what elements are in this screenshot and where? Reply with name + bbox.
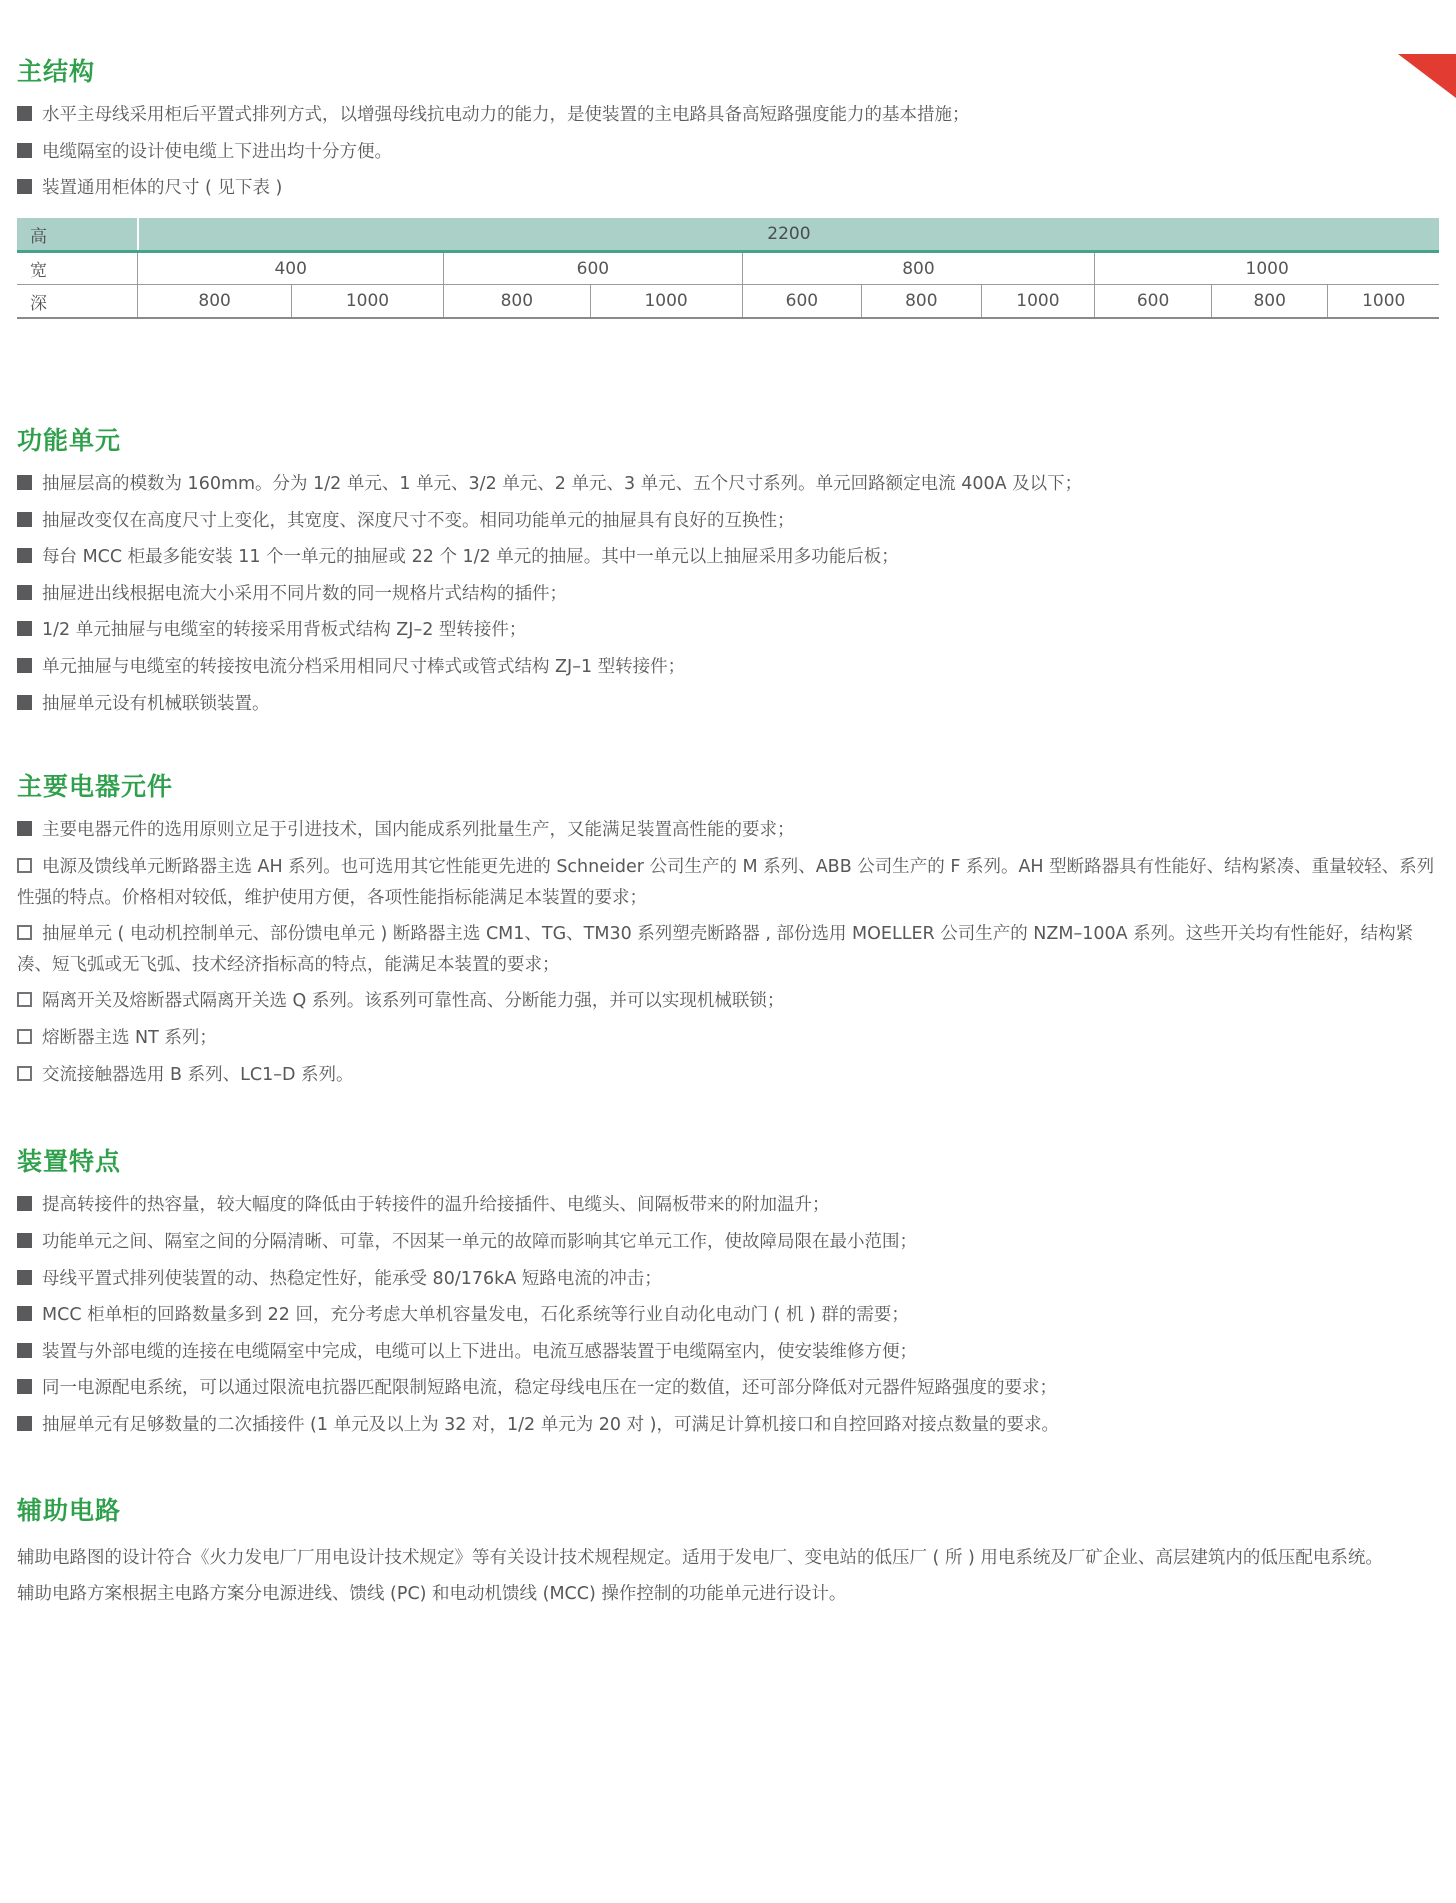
width-value-cell: 800 (742, 252, 1095, 285)
filled-square-bullet-icon (17, 548, 32, 563)
bullet-text: MCC 柜单柜的回路数量多到 22 回，充分考虑大单机容量发电，石化系统等行业自动化电动门 ( 机 ) 群的需要； (42, 1305, 909, 1326)
bullet-item (17, 986, 1439, 1017)
bullet-text: 同一电源配电系统，可以通过限流电抗器匹配限制短路电流，稳定母线电压在一定的数值，还可部分降低对元器件短路强度的要求； (42, 1378, 1057, 1399)
bullet-item (17, 137, 1439, 168)
bullet-text: 抽屉单元有足够数量的二次插接件 (1 单元及以上为 32 对，1/2 单元为 20 对 )，可满足计算机接口和自控回路对接点数量的要求。 (42, 1415, 1059, 1435)
section-title-functional-units: 功能单元 (17, 425, 122, 455)
outline-square-bullet-icon (17, 858, 32, 873)
filled-square-bullet-icon (17, 1196, 32, 1211)
width-value-cell: 400 (138, 252, 444, 285)
outline-square-bullet-icon (17, 992, 32, 1007)
depth-value-cell: 1000 (590, 285, 742, 318)
bullet-text: 功能单元之间、隔室之间的分隔清晰、可靠，不因某一单元的故障而影响其它单元工作，使故障局限在最小范围； (42, 1231, 917, 1252)
filled-square-bullet-icon (17, 475, 32, 490)
bullet-text: 水平主母线采用柜后平置式排列方式，以增强母线抗电动力的能力，是使装置的主电路具备高短路强度能力的基本措施； (42, 105, 970, 125)
bullet-item (17, 1337, 1439, 1368)
table-row-width (17, 252, 1439, 285)
height-label-cell: 高 (17, 218, 138, 252)
filled-square-bullet-icon (17, 179, 32, 194)
depth-value-cell: 1000 (291, 285, 443, 318)
paragraph: 辅助电路方案根据主电路方案分电源进线、馈线 (PC) 和电动机馈线 (MCC) 操作控制的功能单元进行设计。 (17, 1584, 847, 1605)
outline-square-bullet-icon (17, 1066, 32, 1081)
dimension-table (17, 218, 1439, 319)
bullet-text: 抽屉单元设有机械联锁装置。 (42, 693, 270, 714)
width-value-cell: 1000 (1095, 252, 1439, 285)
bullet-item (17, 919, 1439, 980)
width-value-cell: 600 (444, 252, 743, 285)
filled-square-bullet-icon (17, 1233, 32, 1248)
bullet-item (17, 1410, 1439, 1441)
main-components-bullets (17, 815, 1439, 1090)
bullet-text: 单元抽屉与电缆室的转接按电流分档采用相同尺寸棒式或管式结构 ZJ–1 型转接件； (42, 657, 686, 677)
device-features-bullets (17, 1190, 1439, 1440)
filled-square-bullet-icon (17, 1343, 32, 1358)
bullet-text: 抽屉单元 ( 电动机控制单元、部份馈电单元 ) 断路器主选 CM1、TG、TM30 系列塑壳断路器 , 部份选用 MOELLER 公司生产的 NZM–100A 系列。这些开关均有性能好，结构紧凑、短飞弧或无飞弧、技术经济指标高的特点，能满足本装置的要求； (17, 924, 1414, 975)
section-title-main-components: 主要电器元件 (17, 772, 174, 802)
bullet-item (17, 1300, 1439, 1331)
bullet-text: 交流接触器选用 B 系列、LC1–D 系列。 (42, 1064, 354, 1085)
bullet-text: 电缆隔室的设计使电缆上下进出均十分方便。 (42, 141, 392, 162)
catalog-page (0, 54, 1456, 1610)
bullet-text: 每台 MCC 柜最多能安装 11 个一单元的抽屉或 22 个 1/2 单元的抽屉。其中一单元以上抽屉采用多功能后板； (42, 547, 899, 568)
bullet-item (17, 689, 1439, 720)
bullet-text: 抽屉进出线根据电流大小采用不同片数的同一规格片式结构的插件； (42, 583, 567, 604)
depth-value-cell: 800 (862, 285, 981, 318)
filled-square-bullet-icon (17, 658, 32, 673)
bullet-text: 提高转接件的热容量，较大幅度的降低由于转接件的温升给接插件、电缆头、间隔板带来的附加温升； (42, 1195, 830, 1216)
bullet-item (17, 1373, 1439, 1404)
depth-label-cell: 深 (17, 285, 138, 318)
bullet-item (17, 852, 1439, 913)
filled-square-bullet-icon (17, 1416, 32, 1431)
depth-value-cell: 800 (138, 285, 292, 318)
paragraph: 辅助电路图的设计符合《火力发电厂厂用电设计技术规定》等有关设计技术规程规定。适用于发电厂、变电站的低压厂 ( 所 ) 用电系统及厂矿企业、高层建筑内的低压配电系统。 (17, 1547, 1383, 1568)
filled-square-bullet-icon (17, 585, 32, 600)
bullet-text: 装置与外部电缆的连接在电缆隔室中完成，电缆可以上下进出。电流互感器装置于电缆隔室内，使安装维修方便； (42, 1341, 917, 1362)
depth-value-cell: 1000 (981, 285, 1095, 318)
bullet-text: 装置通用柜体的尺寸 ( 见下表 ) (42, 178, 283, 199)
filled-square-bullet-icon (17, 512, 32, 527)
table-row-height (17, 218, 1439, 252)
filled-square-bullet-icon (17, 1379, 32, 1394)
bullet-text: 1/2 单元抽屉与电缆室的转接采用背板式结构 ZJ–2 型转接件； (42, 620, 527, 641)
bullet-text: 抽屉层高的模数为 160mm。分为 1/2 单元、1 单元、3/2 单元、2 单元、3 单元、五个尺寸系列。单元回路额定电流 400A 及以下； (42, 473, 1083, 494)
bullet-item (17, 469, 1439, 500)
bullet-item (17, 1190, 1439, 1221)
filled-square-bullet-icon (17, 143, 32, 158)
outline-square-bullet-icon (17, 1029, 32, 1044)
bullet-text: 母线平置式排列使装置的动、热稳定性好，能承受 80/176kA 短路电流的冲击； (42, 1268, 662, 1289)
filled-square-bullet-icon (17, 621, 32, 636)
bullet-item (17, 1227, 1439, 1258)
bullet-item (17, 1023, 1439, 1054)
depth-value-cell: 600 (742, 285, 861, 318)
bullet-text: 电源及馈线单元断路器主选 AH 系列。也可选用其它性能更先进的 Schneider 公司生产的 M 系列、ABB 公司生产的 F 系列。AH 型断路器具有性能好、结构紧凑、重量较轻、系列性强的特点。价格相对较低，维护使用方便，各项性能指标能满足本装置的要求； (17, 856, 1435, 908)
section-title-device-features: 装置特点 (17, 1147, 122, 1177)
main-structure-bullets (17, 100, 1439, 204)
bullet-item (17, 1264, 1439, 1295)
filled-square-bullet-icon (17, 106, 32, 121)
depth-value-cell: 800 (444, 285, 590, 318)
bullet-text: 熔断器主选 NT 系列； (42, 1028, 217, 1048)
height-value-cell: 2200 (138, 218, 1439, 252)
functional-units-bullets (17, 469, 1439, 719)
outline-square-bullet-icon (17, 925, 32, 940)
bullet-item (17, 506, 1439, 537)
bullet-text: 抽屉改变仅在高度尺寸上变化，其宽度、深度尺寸不变。相同功能单元的抽屉具有良好的互换性； (42, 510, 795, 531)
depth-value-cell: 800 (1211, 285, 1328, 318)
bullet-item (17, 652, 1439, 683)
bullet-item (17, 1060, 1439, 1091)
auxiliary-circuit-paragraphs (17, 1543, 1439, 1610)
filled-square-bullet-icon (17, 821, 32, 836)
bullet-item (17, 542, 1439, 573)
section-title-auxiliary-circuit: 辅助电路 (17, 1495, 122, 1525)
bullet-item (17, 815, 1439, 846)
bullet-item (17, 615, 1439, 646)
bullet-item (17, 173, 1439, 204)
filled-square-bullet-icon (17, 695, 32, 710)
bullet-item (17, 100, 1439, 131)
filled-square-bullet-icon (17, 1306, 32, 1321)
bullet-text: 主要电器元件的选用原则立足于引进技术，国内能成系列批量生产，又能满足装置高性能的要求； (42, 820, 795, 841)
bullet-text: 隔离开关及熔断器式隔离开关选 Q 系列。该系列可靠性高、分断能力强，并可以实现机械联锁； (42, 991, 785, 1012)
width-label-cell: 宽 (17, 252, 138, 285)
bullet-item (17, 579, 1439, 610)
depth-value-cell: 1000 (1328, 285, 1439, 318)
filled-square-bullet-icon (17, 1270, 32, 1285)
depth-value-cell: 600 (1095, 285, 1212, 318)
table-row-depth (17, 285, 1439, 318)
section-title-main-structure: 主结构 (17, 57, 96, 86)
